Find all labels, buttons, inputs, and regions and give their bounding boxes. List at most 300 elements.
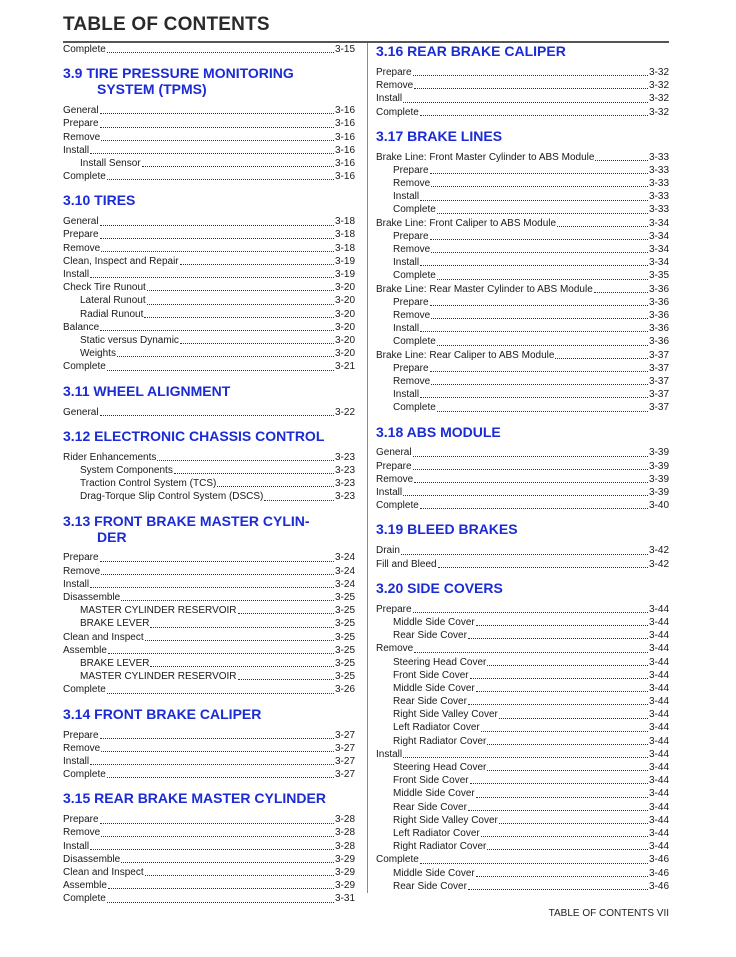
toc-entry-label: Rear Side Cover [393, 801, 467, 813]
toc-subentry[interactable] [376, 722, 669, 735]
toc-entry-label: Complete [63, 769, 106, 781]
toc-subentry[interactable] [376, 190, 669, 203]
toc-entry[interactable] [63, 591, 355, 604]
dot-leader [100, 225, 334, 226]
toc-entry-label: Install [393, 257, 420, 269]
toc-entry-label: Balance [63, 321, 100, 333]
toc-entry-page: 3-18 [334, 216, 355, 228]
dot-leader [420, 508, 648, 509]
toc-subentry[interactable] [63, 490, 355, 503]
dot-leader [431, 384, 648, 385]
section-heading-text: 3.20 SIDE COVERS [376, 579, 503, 596]
dot-leader [594, 292, 648, 293]
toc-entry-page: 3-25 [334, 657, 355, 669]
toc-entry[interactable] [376, 558, 669, 571]
toc-subentry[interactable] [376, 867, 669, 880]
toc-entry[interactable] [376, 748, 669, 761]
toc-entry-label: Weights [80, 348, 116, 360]
toc-subentry[interactable] [376, 388, 669, 401]
toc-entry-page: 3-34 [648, 217, 669, 229]
toc-entry-label: Remove [376, 80, 414, 92]
toc-entry[interactable] [376, 603, 669, 616]
toc-entry-label: Middle Side Cover [393, 682, 475, 694]
toc-entry[interactable] [376, 79, 669, 92]
toc-entry-page: 3-16 [334, 118, 355, 130]
toc-entry-label: Assemble [63, 880, 107, 892]
toc-entry-page: 3-36 [648, 323, 669, 335]
toc-entry-label: General [63, 406, 99, 418]
toc-subentry[interactable] [376, 629, 669, 642]
toc-entry-page: 3-32 [648, 66, 669, 78]
toc-entry-page: 3-16 [334, 105, 355, 117]
toc-entry-label: Prepare [376, 460, 412, 472]
toc-entry-page: 3-16 [334, 157, 355, 169]
toc-entry[interactable] [376, 499, 669, 512]
toc-entry-label: Remove [63, 565, 101, 577]
toc-entry[interactable] [376, 447, 669, 460]
dot-leader [142, 166, 334, 167]
toc-entry-page: 3-39 [648, 460, 669, 472]
toc-entry-label: Complete [63, 361, 106, 373]
toc-section [63, 383, 355, 419]
toc-entry-label: Prepare [63, 118, 99, 130]
toc-entry-page: 3-44 [648, 722, 669, 734]
toc-subentry[interactable] [376, 774, 669, 787]
toc-entry-page: 3-20 [334, 321, 355, 333]
toc-subentry[interactable] [376, 375, 669, 388]
toc-entry-page: 3-29 [334, 853, 355, 865]
dot-leader [414, 482, 648, 483]
section-heading[interactable] [63, 513, 355, 545]
toc-entry-label: Install [63, 144, 90, 156]
toc-subentry[interactable] [376, 880, 669, 893]
toc-entry-page: 3-20 [334, 348, 355, 360]
section-heading-text: 3.17 BRAKE LINES [376, 127, 503, 144]
toc-subentry[interactable] [63, 464, 355, 477]
section-heading-text: 3.15 REAR BRAKE MASTER CYLINDER [63, 790, 326, 807]
toc-entry-page: 3-25 [334, 671, 355, 683]
section-heading[interactable] [63, 706, 355, 722]
toc-entry-page: 3-25 [334, 592, 355, 604]
toc-entry-label: Rear Side Cover [393, 880, 467, 892]
toc-entry[interactable] [63, 683, 355, 696]
toc-entry-label: Remove [393, 309, 431, 321]
toc-entry-label: Radial Runout [80, 308, 144, 320]
toc-entry[interactable] [63, 827, 355, 840]
toc-entry-label: Complete [376, 106, 419, 118]
toc-entry-page: 3-37 [648, 402, 669, 414]
toc-entry[interactable] [63, 170, 355, 183]
toc-entry[interactable] [63, 451, 355, 464]
dot-leader [481, 731, 648, 732]
section-heading-text: 3.11 WHEEL ALIGNMENT [63, 382, 231, 399]
toc-entry[interactable] [63, 853, 355, 866]
toc-subentry[interactable] [376, 656, 669, 669]
toc-entry[interactable] [376, 151, 669, 164]
toc-entry-label: System Components [80, 464, 173, 476]
toc-entry-label: Remove [63, 131, 101, 143]
toc-entry-page: 3-32 [648, 80, 669, 92]
toc-entry-page: 3-29 [334, 880, 355, 892]
dot-leader [101, 574, 334, 575]
toc-entry-page: 3-25 [334, 644, 355, 656]
toc-entry[interactable] [63, 729, 355, 742]
toc-subentry[interactable] [376, 401, 669, 414]
toc-entry[interactable] [376, 544, 669, 557]
toc-entry-page: 3-39 [648, 487, 669, 499]
toc-entry-page: 3-44 [648, 775, 669, 787]
section-heading[interactable] [63, 790, 355, 806]
toc-subentry[interactable] [63, 157, 355, 170]
toc-entry-page: 3-32 [648, 106, 669, 118]
toc-entry-page: 3-34 [648, 244, 669, 256]
dot-leader [107, 179, 334, 180]
dot-leader [157, 460, 334, 461]
toc-entry-page: 3-31 [334, 893, 355, 905]
toc-subentry[interactable] [63, 347, 355, 360]
toc-entry-label: Remove [63, 827, 101, 839]
dot-leader [414, 652, 648, 653]
toc-entry-label: Middle Side Cover [393, 616, 475, 628]
toc-entry-label: Remove [393, 244, 431, 256]
toc-entry[interactable] [63, 565, 355, 578]
toc-entry-page: 3-46 [648, 867, 669, 879]
toc-entry[interactable] [63, 631, 355, 644]
toc-subentry[interactable] [376, 735, 669, 748]
toc-entry[interactable] [63, 755, 355, 768]
toc-subentry[interactable] [63, 334, 355, 347]
section-heading[interactable] [63, 428, 355, 444]
dot-leader [90, 153, 334, 154]
toc-subentry[interactable] [376, 256, 669, 269]
dot-leader [100, 738, 334, 739]
section-heading-text: 3.19 BLEED BRAKES [376, 521, 518, 538]
toc-subentry[interactable] [376, 787, 669, 800]
toc-entry-page: 3-44 [648, 603, 669, 615]
toc-subentry[interactable] [376, 695, 669, 708]
dot-leader [413, 612, 648, 613]
toc-section [63, 513, 355, 697]
dot-leader [476, 876, 648, 877]
toc-entry-label: Install [63, 578, 90, 590]
dot-leader [413, 456, 648, 457]
toc-entry-label: Front Side Cover [393, 669, 469, 681]
toc-entry-page: 3-36 [648, 283, 669, 295]
toc-entry[interactable] [63, 321, 355, 334]
dot-leader [487, 665, 648, 666]
toc-section [376, 580, 669, 893]
toc-entry-label: Prepare [63, 552, 99, 564]
dot-leader [107, 902, 334, 903]
dot-leader [238, 613, 334, 614]
toc-entry[interactable] [63, 268, 355, 281]
toc-entry-page: 3-44 [648, 788, 669, 800]
toc-entry-page: 3-20 [334, 295, 355, 307]
toc-entry[interactable] [376, 473, 669, 486]
toc-entry-label: BRAKE LEVER [80, 657, 150, 669]
toc-subentry[interactable] [63, 477, 355, 490]
toc-subentry[interactable] [63, 308, 355, 321]
dot-leader [174, 473, 334, 474]
toc-entry-page: 3-37 [648, 349, 669, 361]
section-heading[interactable] [63, 383, 355, 399]
toc-entry-label: Install [376, 487, 403, 499]
page-footer: TABLE OF CONTENTS VII [548, 908, 669, 919]
toc-entry[interactable] [63, 104, 355, 117]
toc-subentry[interactable] [376, 177, 669, 190]
toc-subentry[interactable] [376, 322, 669, 335]
toc-entry-label: Install [63, 755, 90, 767]
toc-entry-page: 3-21 [334, 361, 355, 373]
toc-entry-page: 3-26 [334, 684, 355, 696]
section-heading-text: 3.16 REAR BRAKE CALIPER [376, 43, 566, 59]
toc-entry[interactable] [63, 406, 355, 419]
toc-entry-page: 3-44 [648, 748, 669, 760]
toc-entry-label: Complete [63, 684, 106, 696]
toc-subentry[interactable] [376, 204, 669, 217]
toc-subentry[interactable] [376, 164, 669, 177]
section-heading-text: 3.14 FRONT BRAKE CALIPER [63, 705, 262, 722]
toc-entry[interactable] [376, 283, 669, 296]
toc-entry-label: Middle Side Cover [393, 788, 475, 800]
dot-leader [420, 200, 648, 201]
dot-leader [145, 875, 334, 876]
toc-subentry[interactable] [376, 801, 669, 814]
toc-entry-page: 3-34 [648, 230, 669, 242]
section-heading-text: 3.10 TIRES [63, 192, 136, 209]
dot-leader [108, 653, 334, 654]
dot-leader [144, 317, 334, 318]
dot-leader [90, 277, 334, 278]
toc-entry[interactable] [376, 106, 669, 119]
dot-leader [468, 889, 648, 890]
toc-entry-label: Install [393, 389, 420, 401]
toc-entry[interactable] [376, 217, 669, 230]
toc-subentry[interactable] [376, 682, 669, 695]
dot-leader [431, 186, 648, 187]
toc-entry-label: General [63, 216, 99, 228]
toc-entry-label: Remove [63, 242, 101, 254]
dot-leader [101, 836, 334, 837]
toc-entry-label: Prepare [376, 603, 412, 615]
toc-entry-label: Complete [393, 204, 436, 216]
toc-entry-page: 3-44 [648, 643, 669, 655]
toc-subentry[interactable] [376, 243, 669, 256]
toc-subentry[interactable] [63, 617, 355, 630]
dot-leader [499, 823, 648, 824]
toc-subentry[interactable] [376, 708, 669, 721]
toc-entry-label: Install [376, 93, 403, 105]
toc-entry[interactable] [63, 43, 355, 56]
toc-subentry[interactable] [376, 840, 669, 853]
toc-subentry[interactable] [376, 814, 669, 827]
toc-entry-page: 3-44 [648, 841, 669, 853]
toc-entry-page: 3-44 [648, 669, 669, 681]
dot-leader [180, 343, 334, 344]
toc-entry-page: 3-23 [334, 451, 355, 463]
dot-leader [481, 836, 648, 837]
dot-leader [468, 704, 648, 705]
toc-entry-page: 3-33 [648, 151, 669, 163]
dot-leader [238, 679, 334, 680]
toc-subentry[interactable] [376, 827, 669, 840]
dot-leader [147, 290, 334, 291]
toc-subentry[interactable] [63, 657, 355, 670]
toc-entry-page: 3-28 [334, 814, 355, 826]
toc-entry-page: 3-44 [648, 696, 669, 708]
toc-subentry[interactable] [376, 335, 669, 348]
toc-entry-page: 3-28 [334, 827, 355, 839]
toc-entry[interactable] [63, 644, 355, 657]
toc-entry-page: 3-25 [334, 631, 355, 643]
toc-entry-label: Clean and Inspect [63, 867, 144, 879]
dot-leader [90, 587, 334, 588]
toc-entry-label: Rear Side Cover [393, 696, 467, 708]
toc-entry-page: 3-27 [334, 742, 355, 754]
dot-leader [555, 358, 648, 359]
toc-entry-page: 3-18 [334, 242, 355, 254]
toc-subentry[interactable] [63, 604, 355, 617]
toc-entry-label: Prepare [393, 296, 429, 308]
toc-subentry[interactable] [376, 269, 669, 282]
dot-leader [420, 863, 648, 864]
toc-entry-label: Complete [63, 893, 106, 905]
toc-section [376, 43, 669, 119]
toc-entry[interactable] [63, 229, 355, 242]
toc-entry[interactable] [63, 552, 355, 565]
toc-entry[interactable] [63, 879, 355, 892]
toc-subentry[interactable] [63, 670, 355, 683]
toc-entry[interactable] [63, 840, 355, 853]
toc-entry-label: Prepare [376, 66, 412, 78]
toc-section [376, 128, 669, 415]
toc-entry-label: Right Radiator Cover [393, 735, 487, 747]
toc-entry-label: Install [63, 840, 90, 852]
toc-entry[interactable] [63, 768, 355, 781]
toc-subentry[interactable] [376, 230, 669, 243]
toc-entry-label: Prepare [63, 814, 99, 826]
toc-entry[interactable] [63, 117, 355, 130]
toc-entry-page: 3-19 [334, 255, 355, 267]
section-heading-continuation: DER [97, 528, 127, 545]
toc-subentry[interactable] [376, 761, 669, 774]
dot-leader [413, 75, 648, 76]
toc-entry-label: Clean and Inspect [63, 631, 144, 643]
section-heading[interactable] [63, 65, 355, 97]
toc-entry[interactable] [376, 853, 669, 866]
toc-entry-label: Remove [63, 742, 101, 754]
toc-section [63, 706, 355, 782]
toc-entry-label: Complete [63, 43, 106, 55]
toc-entry[interactable] [63, 131, 355, 144]
toc-entry[interactable] [376, 460, 669, 473]
dot-leader [487, 770, 648, 771]
dot-leader [420, 397, 648, 398]
toc-subentry[interactable] [376, 669, 669, 682]
toc-entry-page: 3-39 [648, 473, 669, 485]
toc-section [376, 521, 669, 570]
toc-entry[interactable] [376, 642, 669, 655]
toc-entry-label: Complete [393, 402, 436, 414]
toc-entry-label: Clean, Inspect and Repair [63, 255, 179, 267]
toc-entry[interactable] [63, 255, 355, 268]
dot-leader [476, 625, 648, 626]
toc-entry-page: 3-32 [648, 93, 669, 105]
toc-entry-label: Traction Control System (TCS) [80, 478, 217, 490]
section-heading[interactable] [376, 521, 669, 537]
toc-entry[interactable] [63, 813, 355, 826]
toc-entry-label: Fill and Bleed [376, 558, 437, 570]
toc-entry-page: 3-29 [334, 867, 355, 879]
toc-entry-page: 3-28 [334, 840, 355, 852]
section-heading-continuation: SYSTEM (TPMS) [97, 81, 207, 98]
toc-section [63, 65, 355, 183]
dot-leader [150, 666, 334, 667]
toc-entry[interactable] [63, 242, 355, 255]
toc-entry[interactable] [63, 360, 355, 373]
toc-subentry[interactable] [63, 294, 355, 307]
toc-entry[interactable] [63, 578, 355, 591]
toc-entry[interactable] [63, 144, 355, 157]
toc-entry[interactable] [376, 349, 669, 362]
toc-subentry[interactable] [376, 616, 669, 629]
dot-leader [107, 777, 334, 778]
toc-entry[interactable] [63, 281, 355, 294]
dot-leader [100, 113, 334, 114]
section-heading[interactable] [63, 192, 355, 208]
toc-entry-page: 3-44 [648, 709, 669, 721]
toc-entry[interactable] [376, 92, 669, 105]
toc-entry-page: 3-42 [648, 545, 669, 557]
toc-entry-label: Install [376, 748, 403, 760]
dot-leader [101, 751, 334, 752]
toc-entry-label: MASTER CYLINDER RESERVOIR [80, 671, 237, 683]
toc-entry-label: Drain [376, 545, 400, 557]
toc-entry[interactable] [63, 215, 355, 228]
toc-entry[interactable] [63, 742, 355, 755]
toc-entry[interactable] [63, 866, 355, 879]
toc-entry-page: 3-18 [334, 229, 355, 241]
section-heading[interactable] [376, 424, 669, 440]
toc-entry[interactable] [376, 486, 669, 499]
toc-subentry[interactable] [376, 309, 669, 322]
dot-leader [430, 173, 648, 174]
dot-leader [108, 888, 334, 889]
section-heading[interactable] [376, 580, 669, 596]
toc-entry[interactable] [376, 66, 669, 79]
toc-entry-label: Front Side Cover [393, 775, 469, 787]
toc-subentry[interactable] [376, 296, 669, 309]
toc-entry[interactable] [63, 892, 355, 905]
toc-entry-page: 3-19 [334, 269, 355, 281]
dot-leader [100, 127, 334, 128]
toc-entry-label: Left Radiator Cover [393, 722, 480, 734]
toc-entry-label: Right Side Valley Cover [393, 709, 498, 721]
section-heading-text: 3.18 ABS MODULE [376, 423, 501, 440]
toc-entry-page: 3-27 [334, 729, 355, 741]
toc-entry-label: Complete [63, 171, 106, 183]
toc-entry-page: 3-22 [334, 406, 355, 418]
toc-entry-label: Brake Line: Front Master Cylinder to ABS Module [376, 151, 595, 163]
toc-entry-label: Prepare [393, 164, 429, 176]
dot-leader [420, 265, 648, 266]
toc-entry-page: 3-44 [648, 801, 669, 813]
dot-leader [437, 345, 648, 346]
section-heading[interactable] [376, 43, 669, 59]
toc-subentry[interactable] [376, 362, 669, 375]
section-heading[interactable] [376, 128, 669, 144]
dot-leader [557, 226, 648, 227]
